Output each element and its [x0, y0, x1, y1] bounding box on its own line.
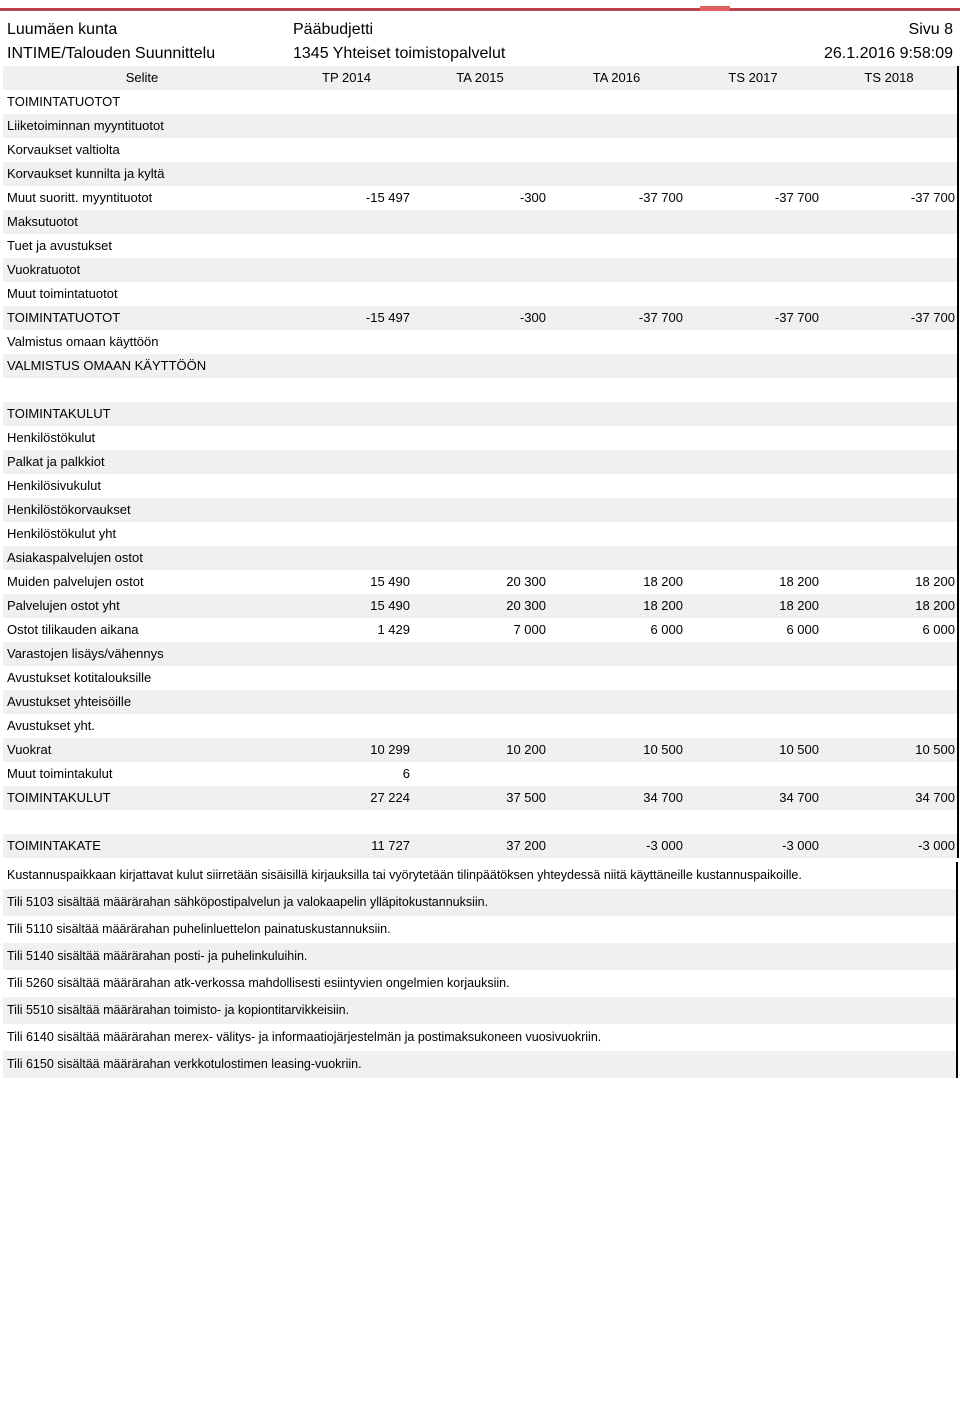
table-row [3, 690, 958, 714]
table-row [3, 426, 958, 450]
row-value [412, 546, 548, 570]
row-value: 18 200 [821, 570, 958, 594]
row-value [412, 354, 548, 378]
row-label: Tuet ja avustukset [3, 234, 281, 258]
row-value: 18 200 [548, 570, 685, 594]
row-value [821, 330, 958, 354]
row-value [281, 258, 412, 282]
row-label: TOIMINTAKATE [3, 834, 281, 858]
row-value [821, 810, 958, 834]
note-line: Tili 6150 sisältää määrärahan verkkotulostimen leasing-vuokriin. [3, 1051, 958, 1078]
row-value [685, 282, 821, 306]
row-label: Avustukset yht. [3, 714, 281, 738]
row-value [548, 690, 685, 714]
row-value [548, 402, 685, 426]
row-value [412, 666, 548, 690]
organization-name: Luumäen kunta [7, 21, 118, 38]
row-label: Avustukset yhteisöille [3, 690, 281, 714]
row-value [548, 114, 685, 138]
row-value [412, 402, 548, 426]
row-label: TOIMINTAKULUT [3, 402, 281, 426]
row-value: -37 700 [685, 186, 821, 210]
row-value: -15 497 [281, 186, 412, 210]
table-row [3, 306, 958, 330]
row-value [548, 498, 685, 522]
column-header-tp2014: TP 2014 [281, 66, 412, 90]
row-value [821, 666, 958, 690]
row-value [548, 546, 685, 570]
row-label: Muiden palvelujen ostot [3, 570, 281, 594]
row-value [685, 114, 821, 138]
row-value [685, 690, 821, 714]
row-value [548, 378, 685, 402]
table-row [3, 162, 958, 186]
row-value [548, 642, 685, 666]
row-value [281, 690, 412, 714]
row-value: 10 500 [548, 738, 685, 762]
table-row [3, 402, 958, 426]
row-value [685, 450, 821, 474]
table-row [3, 666, 958, 690]
row-value [412, 450, 548, 474]
row-value: 18 200 [685, 570, 821, 594]
row-value [412, 498, 548, 522]
row-value [685, 234, 821, 258]
row-value [412, 210, 548, 234]
row-value [281, 810, 412, 834]
table-row [3, 234, 958, 258]
note-line: Tili 5110 sisältää määrärahan puhelinluettelon painatuskustannuksiin. [3, 916, 958, 943]
header-rule-accent [700, 6, 730, 11]
row-value: 10 299 [281, 738, 412, 762]
row-value [685, 522, 821, 546]
row-value [412, 258, 548, 282]
note-line: Kustannuspaikkaan kirjattavat kulut siirretään sisäisillä kirjauksilla tai vyörytetään tilinpäätöksen yhteydessä niitä käyttäneille kustannuspaikoille. [3, 862, 958, 889]
row-value [685, 546, 821, 570]
row-value: 1 429 [281, 618, 412, 642]
table-row [3, 354, 958, 378]
row-value [685, 642, 821, 666]
row-value: -3 000 [548, 834, 685, 858]
row-value [685, 90, 821, 114]
row-label: Henkilöstökorvaukset [3, 498, 281, 522]
column-header-ta2015: TA 2015 [412, 66, 548, 90]
note-line: Tili 6140 sisältää määrärahan merex- välitys- ja informaatiojärjestelmän ja postimaksukoneen vuosivuokriin. [3, 1024, 958, 1051]
row-value [685, 666, 821, 690]
column-header-ta2016: TA 2016 [548, 66, 685, 90]
row-value [548, 210, 685, 234]
row-value [821, 138, 958, 162]
row-value [821, 546, 958, 570]
row-value [548, 90, 685, 114]
row-label: Henkilöstökulut [3, 426, 281, 450]
row-value [548, 354, 685, 378]
row-value: 6 000 [821, 618, 958, 642]
row-value [412, 714, 548, 738]
table-row [3, 282, 958, 306]
row-value [821, 762, 958, 786]
notes-section [3, 862, 958, 1078]
table-row [3, 714, 958, 738]
row-value [548, 162, 685, 186]
row-value [821, 402, 958, 426]
row-value: 34 700 [548, 786, 685, 810]
table-row [3, 738, 958, 762]
row-value: 20 300 [412, 594, 548, 618]
row-value: -3 000 [821, 834, 958, 858]
row-value [685, 762, 821, 786]
table-row [3, 378, 958, 402]
column-header-ts2018: TS 2018 [821, 66, 958, 90]
row-value [821, 426, 958, 450]
row-label: Palvelujen ostot yht [3, 594, 281, 618]
table-row [3, 618, 958, 642]
row-value: 27 224 [281, 786, 412, 810]
row-value [685, 330, 821, 354]
row-value [821, 162, 958, 186]
row-value [412, 690, 548, 714]
row-label: Vuokratuotot [3, 258, 281, 282]
row-label: Muut suoritt. myyntituotot [3, 186, 281, 210]
row-value: 18 200 [685, 594, 821, 618]
row-value [685, 714, 821, 738]
row-value: 18 200 [821, 594, 958, 618]
table-row [3, 210, 958, 234]
row-value [412, 378, 548, 402]
row-value [281, 402, 412, 426]
row-value [821, 90, 958, 114]
report-datetime: 26.1.2016 9:58:09 [823, 45, 953, 62]
row-label: TOIMINTATUOTOT [3, 306, 281, 330]
row-label: Avustukset kotitalouksille [3, 666, 281, 690]
row-value [412, 234, 548, 258]
table-row [3, 570, 958, 594]
row-label [3, 378, 281, 402]
table-row [3, 474, 958, 498]
row-value [821, 258, 958, 282]
row-value: -15 497 [281, 306, 412, 330]
table-header-row [3, 66, 958, 90]
row-value [281, 498, 412, 522]
row-value: 6 [281, 762, 412, 786]
row-label: Vuokrat [3, 738, 281, 762]
row-value [821, 642, 958, 666]
row-value: -300 [412, 306, 548, 330]
table-row [3, 450, 958, 474]
row-value [548, 426, 685, 450]
row-value [412, 114, 548, 138]
row-value: 37 200 [412, 834, 548, 858]
row-value [281, 378, 412, 402]
row-value [685, 498, 821, 522]
row-value: -3 000 [685, 834, 821, 858]
row-label: Korvaukset kunnilta ja kyltä [3, 162, 281, 186]
table-row [3, 258, 958, 282]
row-value [281, 474, 412, 498]
row-value [548, 234, 685, 258]
row-value [281, 714, 412, 738]
row-value [685, 474, 821, 498]
row-value: 20 300 [412, 570, 548, 594]
table-row [3, 114, 958, 138]
table-row [3, 594, 958, 618]
row-value [821, 234, 958, 258]
row-value [821, 522, 958, 546]
row-value: 34 700 [685, 786, 821, 810]
row-value: -37 700 [821, 306, 958, 330]
row-value [412, 330, 548, 354]
row-value [548, 714, 685, 738]
column-header-description: Selite [3, 66, 281, 90]
row-label: Muut toimintakulut [3, 762, 281, 786]
row-value [412, 426, 548, 450]
cost-center-name: 1345 Yhteiset toimistopalvelut [293, 45, 506, 62]
row-value [281, 426, 412, 450]
row-label: Henkilöstökulut yht [3, 522, 281, 546]
row-value [548, 330, 685, 354]
row-value [685, 354, 821, 378]
row-value: 11 727 [281, 834, 412, 858]
row-value [548, 282, 685, 306]
row-label: Liiketoiminnan myyntituotot [3, 114, 281, 138]
row-value: 15 490 [281, 570, 412, 594]
row-value [281, 210, 412, 234]
row-value [548, 138, 685, 162]
row-value [412, 642, 548, 666]
row-value [685, 402, 821, 426]
row-label: Asiakaspalvelujen ostot [3, 546, 281, 570]
row-value: 7 000 [412, 618, 548, 642]
row-value [821, 354, 958, 378]
row-value: 18 200 [548, 594, 685, 618]
table-row [3, 90, 958, 114]
row-value [548, 522, 685, 546]
row-value: -37 700 [548, 306, 685, 330]
row-value [281, 546, 412, 570]
row-label: Henkilösivukulut [3, 474, 281, 498]
row-value [821, 714, 958, 738]
row-value [821, 282, 958, 306]
row-value [281, 282, 412, 306]
table-row [3, 330, 958, 354]
page-number: Sivu 8 [908, 21, 953, 38]
row-value [685, 258, 821, 282]
row-value [412, 138, 548, 162]
row-value [412, 810, 548, 834]
table-row [3, 498, 958, 522]
row-value [685, 162, 821, 186]
table-row [3, 186, 958, 210]
row-value [412, 90, 548, 114]
row-value [685, 138, 821, 162]
row-value: 6 000 [548, 618, 685, 642]
note-line: Tili 5103 sisältää määrärahan sähköpostipalvelun ja valokaapelin ylläpitokustannuksiin. [3, 889, 958, 916]
row-value [412, 282, 548, 306]
row-label: Palkat ja palkkiot [3, 450, 281, 474]
row-label: VALMISTUS OMAAN KÄYTTÖÖN [3, 354, 281, 378]
row-label: Muut toimintatuotot [3, 282, 281, 306]
table-row [3, 834, 958, 858]
row-label: TOIMINTATUOTOT [3, 90, 281, 114]
row-value [821, 474, 958, 498]
row-value: -37 700 [821, 186, 958, 210]
table-row [3, 546, 958, 570]
row-value [685, 378, 821, 402]
note-line: Tili 5510 sisältää määrärahan toimisto- ja kopiontitarvikkeisiin. [3, 997, 958, 1024]
row-value [821, 450, 958, 474]
row-value [821, 210, 958, 234]
row-label: TOIMINTAKULUT [3, 786, 281, 810]
row-value [685, 426, 821, 450]
budget-name: Pääbudjetti [293, 21, 374, 38]
row-value: 34 700 [821, 786, 958, 810]
row-value [548, 450, 685, 474]
header-rule [0, 8, 960, 11]
row-value: -37 700 [548, 186, 685, 210]
row-value: 10 500 [821, 738, 958, 762]
row-value [821, 498, 958, 522]
row-value [281, 162, 412, 186]
row-value [412, 474, 548, 498]
table-row [3, 762, 958, 786]
row-value [281, 354, 412, 378]
row-value [548, 810, 685, 834]
system-name: INTIME/Talouden Suunnittelu [7, 45, 216, 62]
row-value [281, 90, 412, 114]
budget-table [3, 66, 959, 858]
row-value: 15 490 [281, 594, 412, 618]
row-value [281, 522, 412, 546]
row-value [685, 210, 821, 234]
row-value [281, 330, 412, 354]
note-line: Tili 5140 sisältää määrärahan posti- ja puhelinkuluihin. [3, 943, 958, 970]
table-row [3, 810, 958, 834]
column-header-ts2017: TS 2017 [685, 66, 821, 90]
row-label: Ostot tilikauden aikana [3, 618, 281, 642]
row-value [548, 762, 685, 786]
row-label: Maksutuotot [3, 210, 281, 234]
row-value: 6 000 [685, 618, 821, 642]
row-label: Varastojen lisäys/vähennys [3, 642, 281, 666]
row-value: 10 500 [685, 738, 821, 762]
table-row [3, 786, 958, 810]
row-value [548, 666, 685, 690]
row-value [281, 450, 412, 474]
row-value [821, 378, 958, 402]
row-value [412, 762, 548, 786]
row-value [685, 810, 821, 834]
row-value [281, 114, 412, 138]
row-value: -37 700 [685, 306, 821, 330]
row-label: Korvaukset valtiolta [3, 138, 281, 162]
row-value: 37 500 [412, 786, 548, 810]
row-value: 10 200 [412, 738, 548, 762]
row-label [3, 810, 281, 834]
row-value: -300 [412, 186, 548, 210]
row-value [412, 522, 548, 546]
row-value [548, 474, 685, 498]
table-row [3, 642, 958, 666]
table-row [3, 138, 958, 162]
row-value [281, 666, 412, 690]
row-value [412, 162, 548, 186]
row-value [281, 234, 412, 258]
row-label: Valmistus omaan käyttöön [3, 330, 281, 354]
row-value [821, 114, 958, 138]
row-value [821, 690, 958, 714]
row-value [281, 138, 412, 162]
table-row [3, 522, 958, 546]
row-value [548, 258, 685, 282]
note-line: Tili 5260 sisältää määrärahan atk-verkossa mahdollisesti esiintyvien ongelmien korjauksiin. [3, 970, 958, 997]
row-value [281, 642, 412, 666]
